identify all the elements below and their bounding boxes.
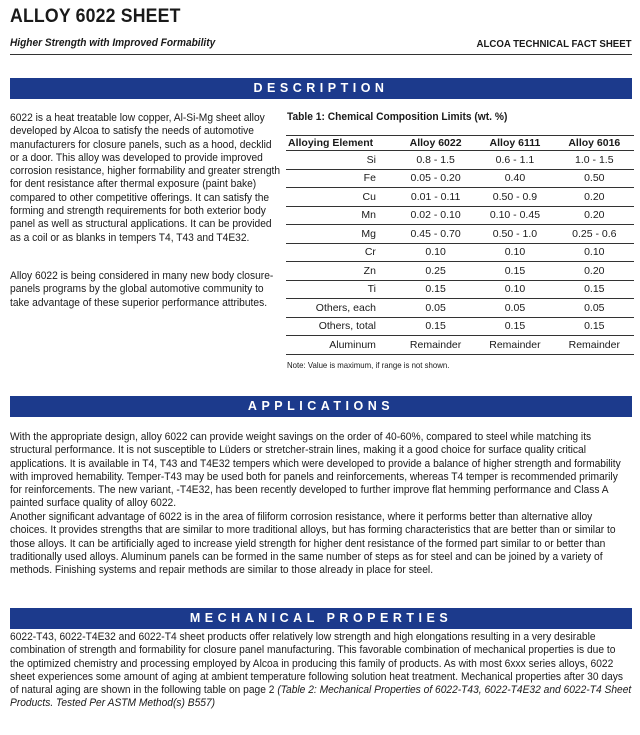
table-row: [286, 280, 634, 299]
table-row: [286, 169, 634, 188]
value-cell: 0.15: [396, 317, 475, 336]
value-cell: Remainder: [555, 336, 634, 355]
value-cell: 0.10: [475, 280, 554, 299]
table-row: [286, 151, 634, 170]
table-row: [286, 188, 634, 207]
element-cell: Cu: [286, 188, 396, 207]
element-cell: Fe: [286, 169, 396, 188]
table-row: [286, 206, 634, 225]
col-header-6022: Alloy 6022: [396, 136, 475, 151]
value-cell: 0.40: [475, 169, 554, 188]
element-cell: Si: [286, 151, 396, 170]
value-cell: 0.25: [396, 262, 475, 281]
table-row: [286, 243, 634, 262]
element-cell: Cr: [286, 243, 396, 262]
value-cell: 0.20: [555, 262, 634, 281]
value-cell: 0.50 - 0.9: [475, 188, 554, 207]
composition-table-body: [286, 151, 634, 355]
value-cell: Remainder: [475, 336, 554, 355]
value-cell: Remainder: [396, 336, 475, 355]
table-row: [286, 299, 634, 318]
mechanical-paragraph-1: [10, 631, 631, 711]
element-cell: Mn: [286, 206, 396, 225]
value-cell: 0.15: [555, 280, 634, 299]
value-cell: 0.20: [555, 188, 634, 207]
table-row: [286, 225, 634, 244]
value-cell: 0.15: [475, 262, 554, 281]
table-row: [286, 317, 634, 336]
document-subtitle: Higher Strength with Improved Formability: [10, 37, 216, 49]
value-cell: 0.10: [555, 243, 634, 262]
value-cell: 0.05: [475, 299, 554, 318]
value-cell: 0.25 - 0.6: [555, 225, 634, 244]
value-cell: 0.20: [555, 206, 634, 225]
fact-sheet-label: ALCOA TECHNICAL FACT SHEET: [476, 38, 632, 50]
value-cell: 1.0 - 1.5: [555, 151, 634, 170]
table-header-row: [286, 136, 634, 151]
value-cell: 0.05 - 0.20: [396, 169, 475, 188]
value-cell: 0.6 - 1.1: [475, 151, 554, 170]
value-cell: 0.05: [396, 299, 475, 318]
description-paragraph-2: Alloy 6022 is being considered in many new body closure-panels programs by the global automotive community to take advantage of these superior performance attributes.: [10, 270, 274, 309]
applications-heading: APPLICATIONS: [10, 396, 632, 417]
table-row: [286, 336, 634, 355]
mechanical-heading: MECHANICAL PROPERTIES: [10, 608, 632, 629]
col-header-6016: Alloy 6016: [555, 136, 634, 151]
element-cell: Others, total: [286, 317, 396, 336]
document-title: ALLOY 6022 SHEET: [10, 6, 181, 27]
value-cell: 0.45 - 0.70: [396, 225, 475, 244]
value-cell: 0.10: [475, 243, 554, 262]
value-cell: 0.01 - 0.11: [396, 188, 475, 207]
value-cell: 0.10: [396, 243, 475, 262]
value-cell: 0.50 - 1.0: [475, 225, 554, 244]
element-cell: Zn: [286, 262, 396, 281]
element-cell: Aluminum: [286, 336, 396, 355]
element-cell: Others, each: [286, 299, 396, 318]
header-rule: [10, 54, 632, 55]
element-cell: Mg: [286, 225, 396, 244]
applications-paragraph-1: With the appropriate design, alloy 6022 can provide weight savings on the order of 40-60%, compared to steel while matching its structural performance. It is not susceptible to Lüders or stretcher-strain lines, making it a good choice for surface quality critical applications. It is available in T4, T43 and T4E32 tempers which were developed to provide a balance of higher strength and formability with improved hemability. Temper-T43 may be used both for panels and reinforcements, whereas T4 temper is recommended primarily for reinforcements. The new variant, -T4E32, has been recently developed to further improve flat hemming performance and Class A painted surface quality of alloy 6022.: [10, 431, 621, 510]
table1-caption: Table 1: Chemical Composition Limits (wt. %): [287, 111, 508, 123]
description-paragraph-1: 6022 is a heat treatable low copper, Al-Si-Mg sheet alloy developed by Alcoa to satisfy the needs of automotive manufacturers for closure panels, such as a hood, decklid or a door. This alloy was developed to provide improved corrosion resistance, higher formability and greater strength for dent resistance after thermal exposure (paint bake) compared to other competitive offerings. It can satisfy the forming and strength requirements for both exterior body panel as well as structural applications. It can be provided as a coil or as blanks in tempers T4, T43 and T4E32.: [10, 112, 281, 244]
value-cell: 0.02 - 0.10: [396, 206, 475, 225]
value-cell: 0.15: [555, 317, 634, 336]
mechanical-text: 6022-T43, 6022-T4E32 and 6022-T4 sheet products offer relatively low strength and high elongations resulting in a very desirable combination of strength and formability for closure panel manufacturing. This favorable combination of mechanical properties is due to the optimized chemistry and processing employed by Alcoa in producing this family of products. As with most 6xxx series alloys, 6022 sheet experiences some amount of aging at ambient temperature following solution heat treatment. Mechanical properties after 30 days of natural aging are shown in the following table on page 2: [10, 631, 624, 697]
element-cell: Ti: [286, 280, 396, 299]
value-cell: 0.15: [396, 280, 475, 299]
value-cell: 0.8 - 1.5: [396, 151, 475, 170]
table-row: [286, 262, 634, 281]
description-heading: DESCRIPTION: [10, 78, 632, 99]
mechanical-table-reference: (Table 2: Mechanical Properties of 6022-T43, 6022-T4E32 and 6022-T4 Sheet Products. Tested Per ASTM Method(s) B557): [10, 684, 632, 710]
applications-paragraph-2: Another significant advantage of 6022 is in the area of filiform corrosion resistance, where it performs better than alternative alloy choices. It provides strengths that are similar to more traditional alloys, but has forming characteristics that are better than or similar to those alloys. It can be artificially aged to increase yield strength for higher dent resistance of the formed part similar to or better than traditionally used alloys. Aluminum panels can be formed in the same number of steps as for steel and can be joined by a variety of methods. Finishing systems and repair methods are similar to those already in place for steel.: [10, 511, 616, 577]
value-cell: 0.10 - 0.45: [475, 206, 554, 225]
composition-table: [286, 135, 634, 355]
value-cell: 0.50: [555, 169, 634, 188]
value-cell: 0.05: [555, 299, 634, 318]
value-cell: 0.15: [475, 317, 554, 336]
table1-note: Note: Value is maximum, if range is not shown.: [287, 360, 450, 370]
col-header-element: Alloying Element: [286, 136, 396, 151]
col-header-6111: Alloy 6111: [475, 136, 554, 151]
